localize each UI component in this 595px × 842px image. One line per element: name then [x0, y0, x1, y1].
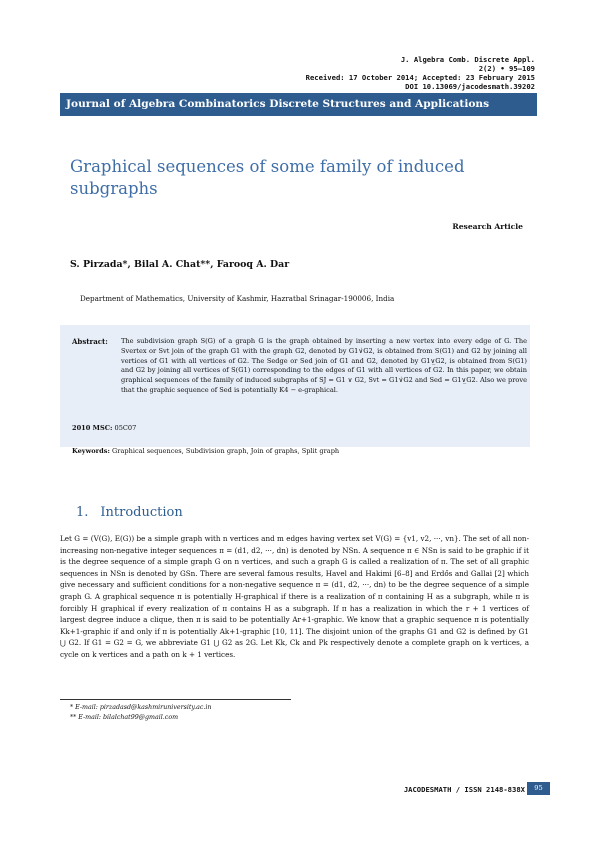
volume-pages: 2(2) • 95–109	[478, 64, 535, 73]
journal-abbrev: J. Algebra Comb. Discrete Appl.	[400, 55, 535, 64]
abstract-label: Abstract:	[72, 337, 108, 346]
received-accepted: Received: 17 October 2014; Accepted: 23 February 2015	[305, 73, 535, 82]
page-number-badge: 95	[527, 782, 550, 795]
journal-banner-title: Journal of Algebra Combinatorics Discrete Structures and Applications	[66, 98, 490, 110]
msc-label: 2010 MSC:	[72, 424, 113, 432]
keywords-value: Graphical sequences, Subdivision graph, Join of graphs, Split graph	[112, 447, 340, 455]
section-heading	[76, 505, 183, 520]
authors: S. Pirzada*, Bilal A. Chat**, Farooq A. Dar	[70, 259, 290, 270]
abstract-text: The subdivision graph S(G) of a graph G is the graph obtained by inserting a new vertex into every edge of G. The Svertex or Svt join of the graph G1 with the graph G2, denoted by G1∨̇G2, is obtained from S(G1) and G2 by joining all vertices of G1 with all vertices of G2. The Sedge or Sed join of G1 and G2, denoted by G1∨̲G2, is obtained from S(G1) and G2 by joining all vertices of S(G1) corresponding to the edges of G1 with all vertices of G2. In this paper, we obtain graphical sequences of the family of induced subgraphs of SJ = G1 ∨ G2, Svt = G1∨̇G2 and Sed = G1∨̲G2. Also we prove that the graphic sequence of Sed is potentially K4 − e-graphical.	[121, 337, 527, 394]
section-number: 1.	[76, 505, 89, 520]
affiliation: Department of Mathematics, University of Kashmir, Hazratbal Srinagar-190006, India	[80, 294, 395, 303]
keywords-label: Keywords:	[72, 447, 110, 455]
doi[interactable]: DOI 10.13069/jacodesmath.39202	[405, 82, 535, 91]
footer-issn: JACODESMATH / ISSN 2148-838X	[403, 785, 525, 794]
article-type: Research Article	[452, 222, 523, 231]
footnote-email-2: ** E-mail: bilalchat99@gmail.com	[70, 714, 179, 721]
footnote-email-1: * E-mail: pirzadasd@kashmiruniversity.ac.in	[70, 704, 212, 711]
msc-value: 05C07	[114, 424, 137, 432]
msc-line	[72, 424, 136, 432]
section-title: Introduction	[100, 505, 183, 520]
journal-banner	[60, 93, 537, 116]
intro-paragraph: Let G = (V(G), E(G)) be a simple graph with n vertices and m edges having vertex set V(G) = {v1, v2, ···, vn}. The set of all non-increasing non-negative integer sequences π = (d1, d2, ···, dn) is denoted by NSn. A sequence π ∈ NSn is said to be graphic if it is the degree sequence of a simple graph G on n vertices, and such a graph G is called a realization of π. The set of all graphic sequences in NSn is denoted by GSn. There are several famous results, Havel and Hakimi [6–8] and Erdős and Gallai [2] which give necessary and sufficient conditions for a non-negative sequence π = (d1, d2, ···, dn) to be the degree sequence of a simple graph G. A graphical sequence π is potentially H-graphical if there is a realization of π containing H as a subgraph, while π is forcibly H graphical if every realization of π contains H as a subgraph. If π has a realization in which the r + 1 vertices of largest degree induce a clique, then π is said to be potentially Ar+1-graphic. We know that a graphic sequence π is potentially Kk+1-graphic if and only if π is potentially Ak+1-graphic [10, 11]. The disjoint union of the graphs G1 and G2 is defined by G1 ⋃ G2. If G1 = G2 = G, we abbreviate G1 ⋃ G2 as 2G. Let Kk, Ck and Pk respectively denote a complete graph on k vertices, a cycle on k vertices and a path on k + 1 vertices.	[60, 534, 529, 659]
footnote-rule	[60, 699, 291, 700]
keywords-line	[72, 447, 339, 455]
paper-title: Graphical sequences of some family of induced subgraphs	[70, 157, 465, 198]
